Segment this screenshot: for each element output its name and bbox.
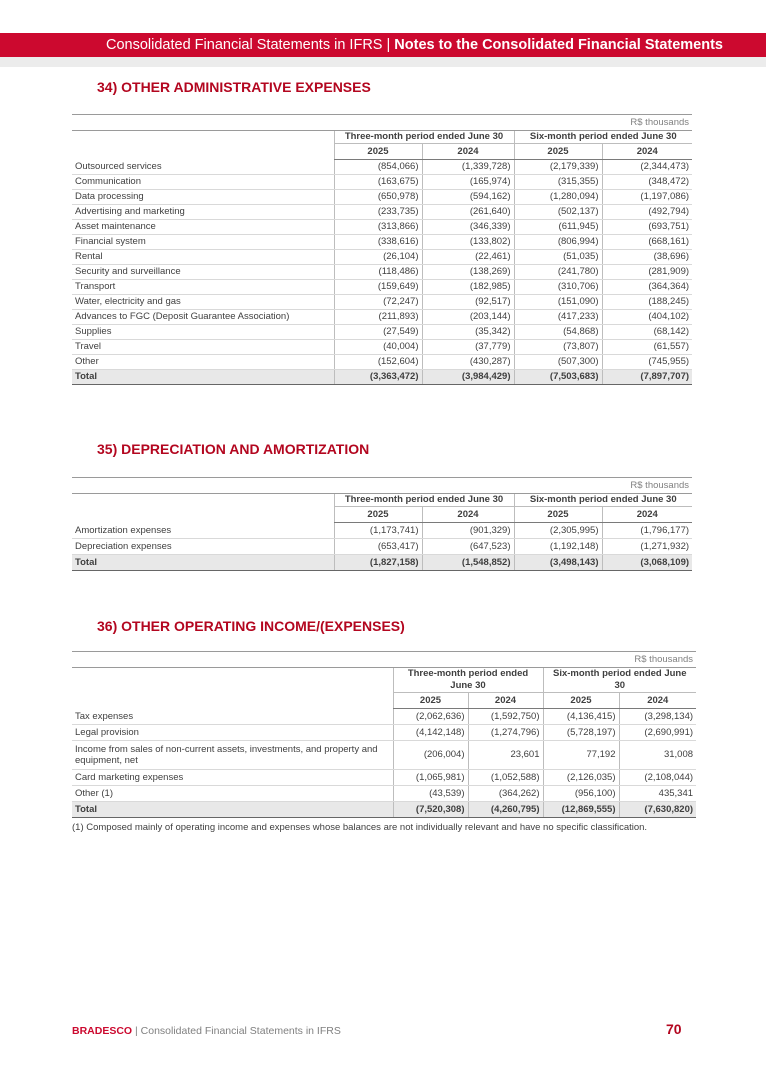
total-row bbox=[72, 801, 696, 817]
row-value: (151,090) bbox=[514, 294, 602, 309]
row-value: (22,461) bbox=[422, 249, 514, 264]
row-value: (5,728,197) bbox=[543, 724, 619, 740]
year-header: 2024 bbox=[468, 693, 543, 709]
row-value: (73,807) bbox=[514, 339, 602, 354]
unit-label: R$ thousands bbox=[72, 652, 696, 668]
year-header: 2024 bbox=[422, 144, 514, 160]
row-value: (54,868) bbox=[514, 324, 602, 339]
header-six-month: Six-month period ended June 30 bbox=[514, 131, 692, 144]
total-value: (7,503,683) bbox=[514, 369, 602, 384]
row-value: (92,517) bbox=[422, 294, 514, 309]
row-value: (159,649) bbox=[334, 279, 422, 294]
row-label: Supplies bbox=[72, 324, 334, 339]
unit-row bbox=[72, 478, 692, 494]
row-value: (901,329) bbox=[422, 523, 514, 539]
table-row bbox=[72, 309, 692, 324]
table-row bbox=[72, 264, 692, 279]
row-label: Communication bbox=[72, 174, 334, 189]
row-value: (43,539) bbox=[393, 785, 468, 801]
table-row bbox=[72, 174, 692, 189]
total-value: (12,869,555) bbox=[543, 801, 619, 817]
unit-row bbox=[72, 115, 692, 131]
row-value: (51,035) bbox=[514, 249, 602, 264]
group-header-row bbox=[72, 668, 696, 693]
row-label: Advances to FGC (Deposit Guarantee Association) bbox=[72, 309, 334, 324]
row-value: (2,305,995) bbox=[514, 523, 602, 539]
row-value: (647,523) bbox=[422, 538, 514, 554]
table-row bbox=[72, 324, 692, 339]
row-value: (2,344,473) bbox=[602, 160, 692, 175]
row-value: (2,126,035) bbox=[543, 769, 619, 785]
section-34-title: 34) OTHER ADMINISTRATIVE EXPENSES bbox=[97, 79, 371, 95]
table-row bbox=[72, 279, 692, 294]
year-header: 2025 bbox=[334, 507, 422, 523]
row-value: (203,144) bbox=[422, 309, 514, 324]
row-label: Other (1) bbox=[72, 785, 393, 801]
blank-header bbox=[72, 131, 334, 160]
row-value: 77,192 bbox=[543, 740, 619, 769]
row-value: (417,233) bbox=[514, 309, 602, 324]
row-value: (118,486) bbox=[334, 264, 422, 279]
table-row bbox=[72, 160, 692, 175]
row-value: (2,690,991) bbox=[619, 724, 696, 740]
row-value: 435,341 bbox=[619, 785, 696, 801]
row-label: Security and surveillance bbox=[72, 264, 334, 279]
table-row bbox=[72, 219, 692, 234]
row-value: (138,269) bbox=[422, 264, 514, 279]
table-row bbox=[72, 538, 692, 554]
row-value: (1,271,932) bbox=[602, 538, 692, 554]
row-label: Transport bbox=[72, 279, 334, 294]
row-value: (4,136,415) bbox=[543, 709, 619, 725]
group-header-row bbox=[72, 494, 692, 507]
row-label: Card marketing expenses bbox=[72, 769, 393, 785]
year-header: 2024 bbox=[422, 507, 514, 523]
row-value: (430,287) bbox=[422, 354, 514, 369]
total-value: (4,260,795) bbox=[468, 801, 543, 817]
row-value: (956,100) bbox=[543, 785, 619, 801]
total-label: Total bbox=[72, 801, 393, 817]
row-label: Asset maintenance bbox=[72, 219, 334, 234]
row-value: (745,955) bbox=[602, 354, 692, 369]
row-label: Financial system bbox=[72, 234, 334, 249]
row-value: (27,549) bbox=[334, 324, 422, 339]
total-value: (3,068,109) bbox=[602, 554, 692, 570]
row-value: (594,162) bbox=[422, 189, 514, 204]
total-value: (7,630,820) bbox=[619, 801, 696, 817]
row-label: Depreciation expenses bbox=[72, 538, 334, 554]
row-value: (152,604) bbox=[334, 354, 422, 369]
row-value: (2,108,044) bbox=[619, 769, 696, 785]
table-row bbox=[72, 709, 696, 725]
row-label: Data processing bbox=[72, 189, 334, 204]
row-value: (163,675) bbox=[334, 174, 422, 189]
total-value: (3,363,472) bbox=[334, 369, 422, 384]
row-value: (364,364) bbox=[602, 279, 692, 294]
row-value: (72,247) bbox=[334, 294, 422, 309]
table-depreciation-amortization bbox=[72, 477, 692, 571]
row-value: (241,780) bbox=[514, 264, 602, 279]
table-row bbox=[72, 189, 692, 204]
row-value: (133,802) bbox=[422, 234, 514, 249]
year-header: 2024 bbox=[619, 693, 696, 709]
row-value: (668,161) bbox=[602, 234, 692, 249]
table-row bbox=[72, 339, 692, 354]
row-value: (611,945) bbox=[514, 219, 602, 234]
row-label: Advertising and marketing bbox=[72, 204, 334, 219]
header-banner bbox=[0, 33, 766, 57]
row-value: (492,794) bbox=[602, 204, 692, 219]
row-value: (854,066) bbox=[334, 160, 422, 175]
header-three-month: Three-month period ended June 30 bbox=[334, 494, 514, 507]
row-label: Legal provision bbox=[72, 724, 393, 740]
header-title-regular: Consolidated Financial Statements in IFRS | bbox=[106, 37, 395, 53]
row-value: (38,696) bbox=[602, 249, 692, 264]
row-label: Amortization expenses bbox=[72, 523, 334, 539]
row-value: (1,339,728) bbox=[422, 160, 514, 175]
row-value: (211,893) bbox=[334, 309, 422, 324]
year-header: 2025 bbox=[514, 144, 602, 160]
page-number: 70 bbox=[666, 1021, 682, 1037]
row-value: (261,640) bbox=[422, 204, 514, 219]
row-value: (1,592,750) bbox=[468, 709, 543, 725]
row-value: (182,985) bbox=[422, 279, 514, 294]
row-value: (1,052,588) bbox=[468, 769, 543, 785]
row-label: Tax expenses bbox=[72, 709, 393, 725]
row-value: (650,978) bbox=[334, 189, 422, 204]
row-value: (165,974) bbox=[422, 174, 514, 189]
row-value: (2,179,339) bbox=[514, 160, 602, 175]
year-header: 2024 bbox=[602, 144, 692, 160]
row-value: (1,280,094) bbox=[514, 189, 602, 204]
footer bbox=[72, 1025, 341, 1037]
table-row bbox=[72, 354, 692, 369]
row-value: (1,065,981) bbox=[393, 769, 468, 785]
row-label: Outsourced services bbox=[72, 160, 334, 175]
row-value: 23,601 bbox=[468, 740, 543, 769]
table-row bbox=[72, 785, 696, 801]
table-row bbox=[72, 249, 692, 264]
total-value: (3,984,429) bbox=[422, 369, 514, 384]
table-row bbox=[72, 740, 696, 769]
total-value: (1,548,852) bbox=[422, 554, 514, 570]
row-label: Other bbox=[72, 354, 334, 369]
row-value: (404,102) bbox=[602, 309, 692, 324]
footer-text: | Consolidated Financial Statements in IFRS bbox=[132, 1025, 341, 1037]
row-value: (507,300) bbox=[514, 354, 602, 369]
row-value: (1,274,796) bbox=[468, 724, 543, 740]
year-header: 2025 bbox=[393, 693, 468, 709]
total-label: Total bbox=[72, 554, 334, 570]
table-row bbox=[72, 523, 692, 539]
blank-header bbox=[72, 494, 334, 523]
section-36-title: 36) OTHER OPERATING INCOME/(EXPENSES) bbox=[97, 618, 405, 634]
row-label: Income from sales of non-current assets, investments, and property and equipment, net bbox=[72, 740, 393, 769]
unit-label: R$ thousands bbox=[72, 478, 692, 494]
section-35-title: 35) DEPRECIATION AND AMORTIZATION bbox=[97, 441, 370, 457]
year-header: 2024 bbox=[602, 507, 692, 523]
row-value: (502,137) bbox=[514, 204, 602, 219]
header-six-month: Six-month period ended June 30 bbox=[543, 668, 696, 693]
row-value: (1,173,741) bbox=[334, 523, 422, 539]
row-value: (68,142) bbox=[602, 324, 692, 339]
row-value: (26,104) bbox=[334, 249, 422, 264]
unit-row bbox=[72, 652, 696, 668]
row-label: Travel bbox=[72, 339, 334, 354]
year-header: 2025 bbox=[543, 693, 619, 709]
table-row bbox=[72, 204, 692, 219]
table-row bbox=[72, 769, 696, 785]
total-row bbox=[72, 369, 692, 384]
row-value: (188,245) bbox=[602, 294, 692, 309]
total-label: Total bbox=[72, 369, 334, 384]
total-value: (7,520,308) bbox=[393, 801, 468, 817]
header-six-month: Six-month period ended June 30 bbox=[514, 494, 692, 507]
row-value: (1,197,086) bbox=[602, 189, 692, 204]
row-value: (37,779) bbox=[422, 339, 514, 354]
row-value: 31,008 bbox=[619, 740, 696, 769]
table-other-operating bbox=[72, 651, 696, 818]
row-value: (281,909) bbox=[602, 264, 692, 279]
total-row bbox=[72, 554, 692, 570]
row-value: (233,735) bbox=[334, 204, 422, 219]
row-value: (40,004) bbox=[334, 339, 422, 354]
total-value: (1,827,158) bbox=[334, 554, 422, 570]
header-three-month: Three-month period ended June 30 bbox=[393, 668, 543, 693]
row-value: (206,004) bbox=[393, 740, 468, 769]
row-value: (315,355) bbox=[514, 174, 602, 189]
year-header: 2025 bbox=[514, 507, 602, 523]
year-header: 2025 bbox=[334, 144, 422, 160]
row-value: (2,062,636) bbox=[393, 709, 468, 725]
row-value: (346,339) bbox=[422, 219, 514, 234]
row-value: (35,342) bbox=[422, 324, 514, 339]
total-value: (7,897,707) bbox=[602, 369, 692, 384]
row-value: (1,796,177) bbox=[602, 523, 692, 539]
row-value: (1,192,148) bbox=[514, 538, 602, 554]
table-row bbox=[72, 724, 696, 740]
row-value: (806,994) bbox=[514, 234, 602, 249]
group-header-row bbox=[72, 131, 692, 144]
row-value: (693,751) bbox=[602, 219, 692, 234]
row-value: (313,866) bbox=[334, 219, 422, 234]
blank-header bbox=[72, 668, 393, 709]
total-value: (3,498,143) bbox=[514, 554, 602, 570]
row-value: (338,616) bbox=[334, 234, 422, 249]
row-value: (310,706) bbox=[514, 279, 602, 294]
row-label: Water, electricity and gas bbox=[72, 294, 334, 309]
row-value: (3,298,134) bbox=[619, 709, 696, 725]
header-three-month: Three-month period ended June 30 bbox=[334, 131, 514, 144]
table-row bbox=[72, 234, 692, 249]
row-value: (4,142,148) bbox=[393, 724, 468, 740]
row-value: (348,472) bbox=[602, 174, 692, 189]
footnote: (1) Composed mainly of operating income and expenses whose balances are not individually relevant and have no specific classification. bbox=[72, 822, 648, 833]
unit-label: R$ thousands bbox=[72, 115, 692, 131]
row-value: (364,262) bbox=[468, 785, 543, 801]
row-value: (61,557) bbox=[602, 339, 692, 354]
row-value: (653,417) bbox=[334, 538, 422, 554]
table-row bbox=[72, 294, 692, 309]
footer-brand: BRADESCO bbox=[72, 1025, 133, 1037]
header-divider bbox=[0, 57, 766, 67]
table-admin-expenses bbox=[72, 114, 692, 385]
row-label: Rental bbox=[72, 249, 334, 264]
header-title-bold: Notes to the Consolidated Financial Statements bbox=[394, 37, 723, 53]
